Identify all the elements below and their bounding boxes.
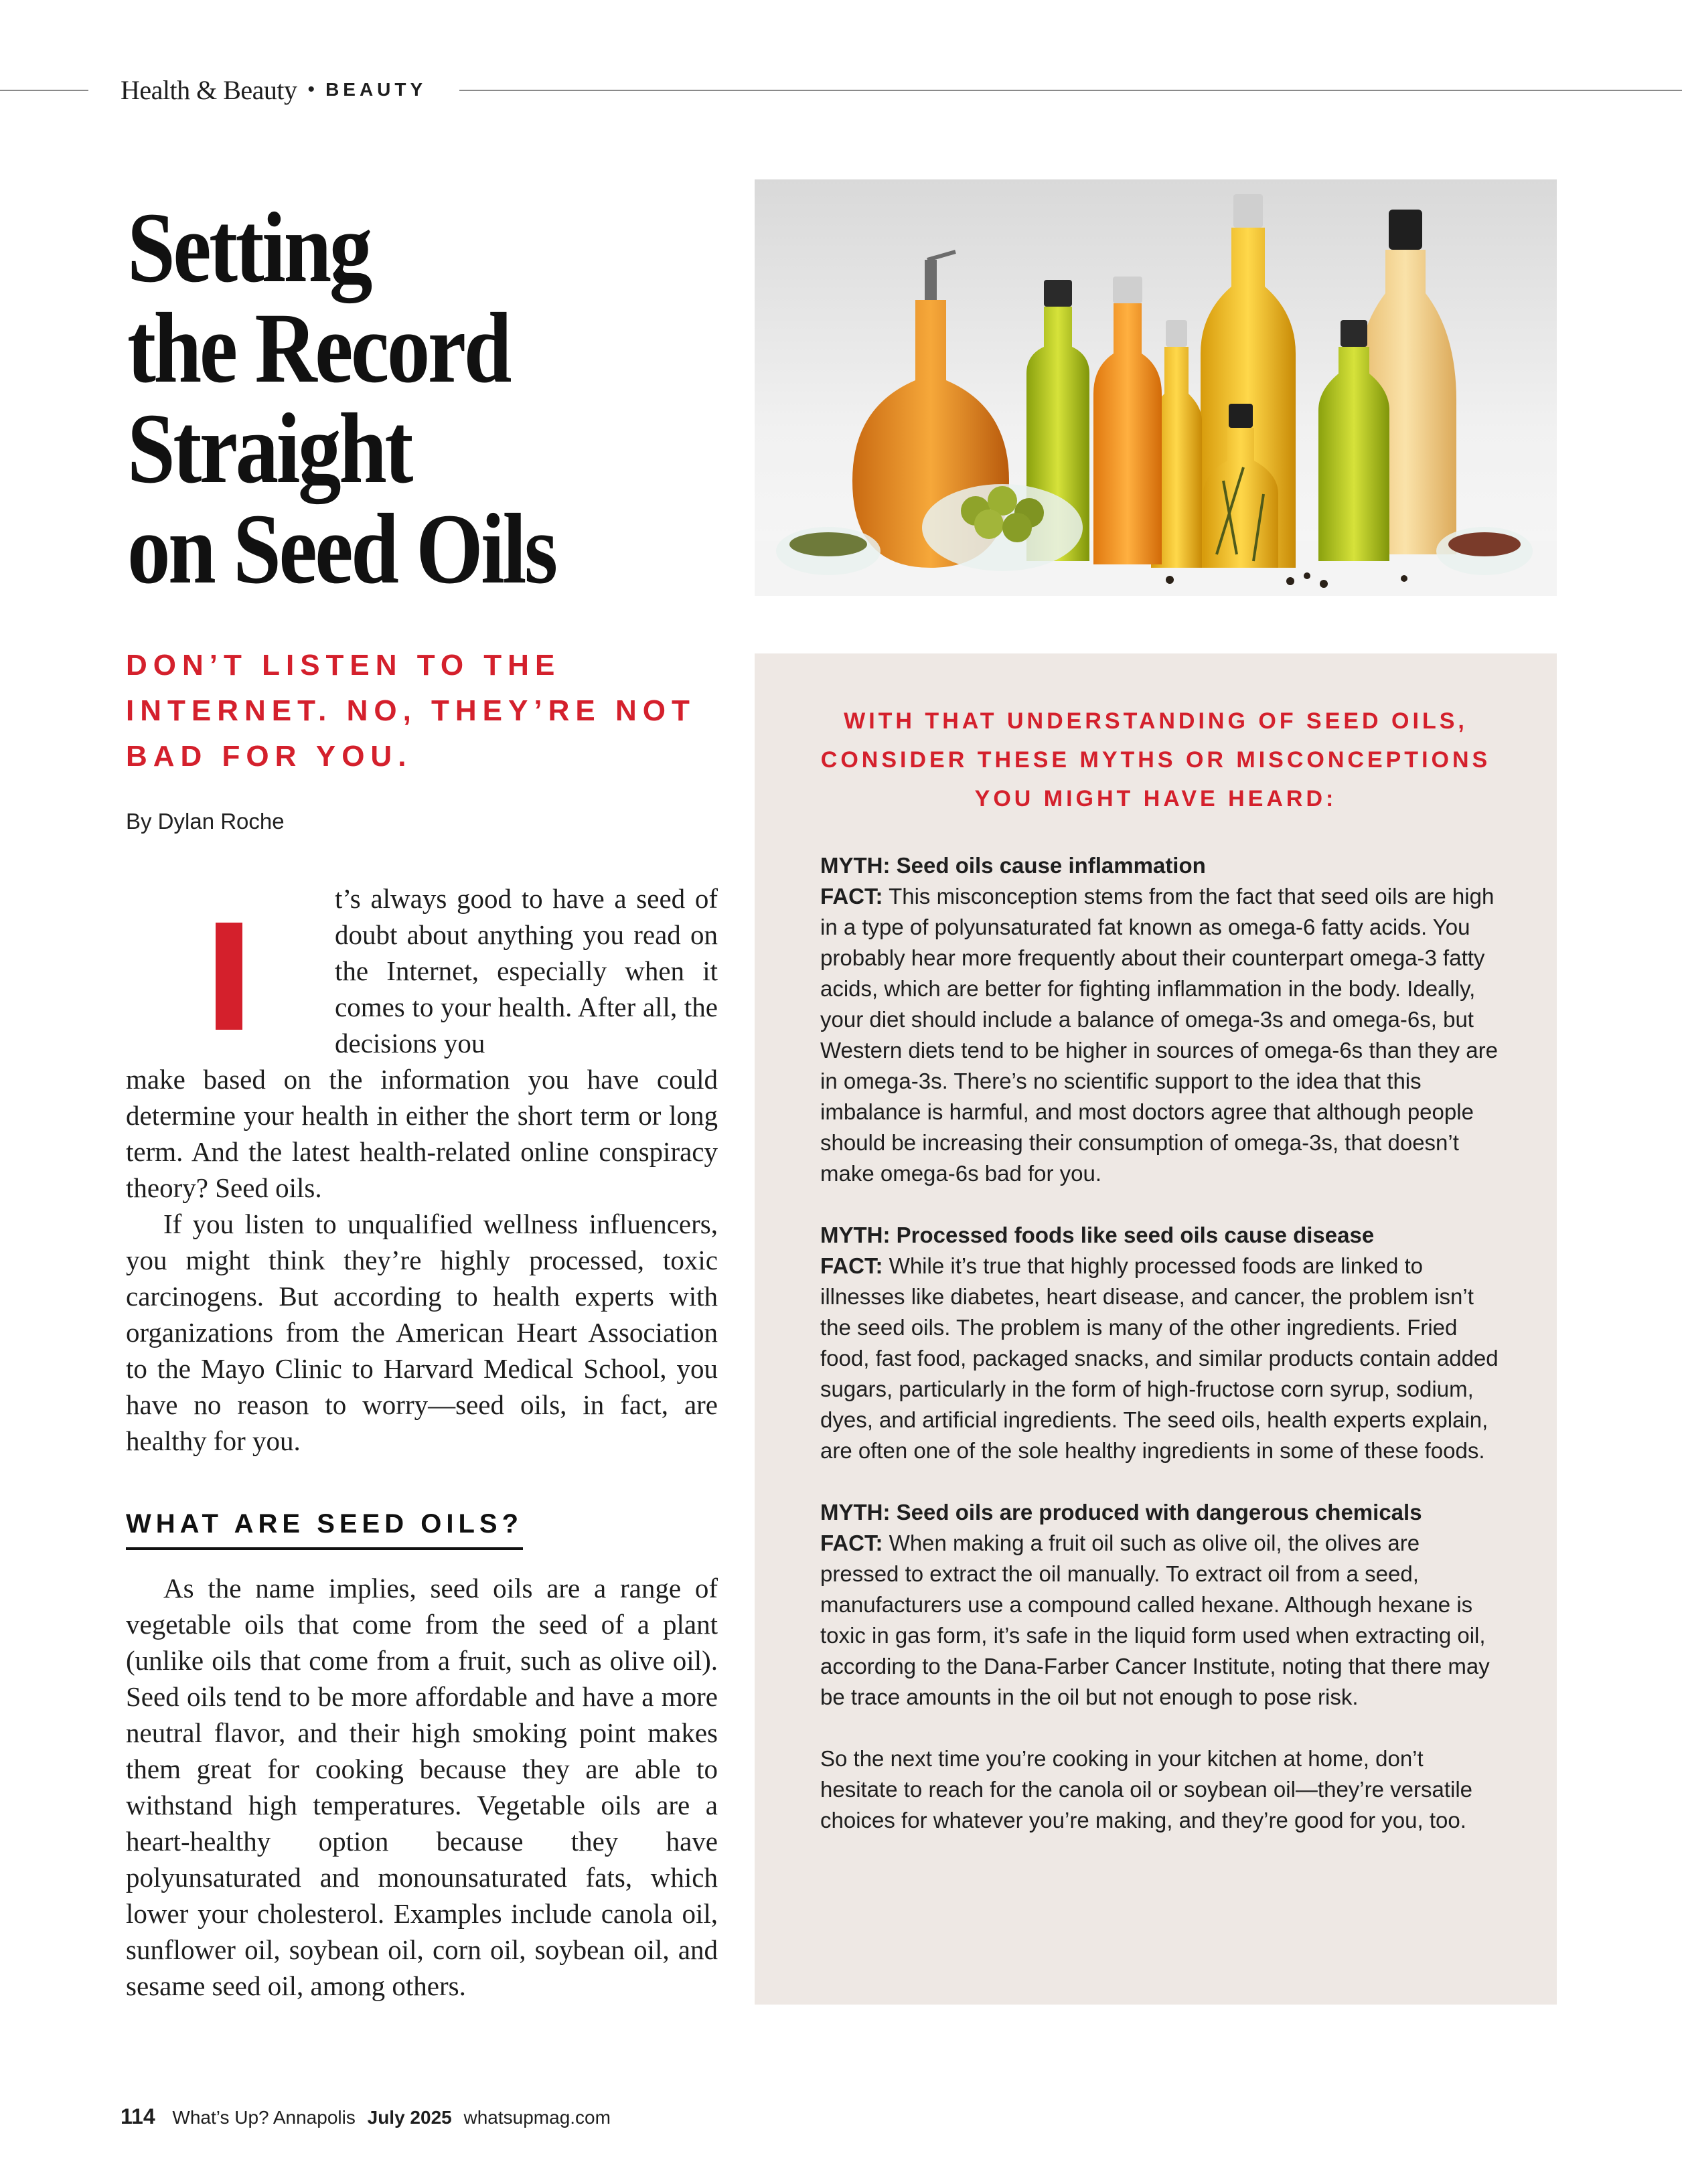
- sidebar-body: [820, 850, 1503, 1836]
- section-name: Health & Beauty: [121, 74, 297, 105]
- issue-date: July 2025: [367, 2107, 452, 2128]
- section-separator: •: [307, 78, 315, 100]
- fact-label: FACT:: [820, 1253, 883, 1278]
- byline: By Dylan Roche: [126, 809, 285, 834]
- subsection-name: BEAUTY: [325, 79, 427, 100]
- myth-item: [820, 1497, 1503, 1713]
- intro-paragraph-2: If you listen to unqualified wellness influencers, you might think they’re highly processed, toxic carcinogens. But according to health experts with organizations from the American Heart Association to the Mayo Clinic to Harvard Medical School, you have no reason to worry—seed oils, in fact, are healthy for you.: [126, 1208, 718, 1456]
- page-number: 114: [121, 2104, 155, 2128]
- myth-item: [820, 850, 1503, 1189]
- fact-text: When making a fruit oil such as olive oil, the olives are pressed to extract the oil manually. To extract oil from a seed, manufacturers use a compound called hexane. Although hexane is toxic in gas form, it’s safe in the liquid form used when extracting oil, according to the Dana-Farber Cancer Institute, noting that there may be trace amounts in the oil but not enough to pose risk.: [820, 1531, 1490, 1709]
- header-rule-left: [0, 90, 88, 91]
- seed-oils-paragraph: As the name implies, seed oils are a range of vegetable oils that come from the seed of a plant (unlike oils that come from a fruit, such as olive oil). Seed oils tend to be more affordable and have a more neutral flavor, and their high smoking point makes them great for cooking because they are able to withstand high temperatures. Vegetable oils are a heart-healthy option because they have polyunsaturated and monounsaturated fats, which lower your cholesterol. Examples include canola oil, sunflower oil, soybean oil, corn oil, soybean oil, and sesame seed oil, among others.: [126, 1573, 718, 2001]
- oil-bottles-photo: [755, 179, 1557, 596]
- page-footer: [121, 2104, 611, 2129]
- title-line: on Seed Oils: [127, 493, 556, 605]
- fact-label: FACT:: [820, 884, 883, 909]
- myth-title: MYTH: Seed oils are produced with dangerous chemicals: [820, 1500, 1422, 1525]
- myth-title: MYTH: Processed foods like seed oils cause disease: [820, 1223, 1375, 1247]
- article-title: [127, 192, 645, 605]
- article-dek: DON’T LISTEN TO THE INTERNET. NO, THEY’RE NOT BAD FOR YOU.: [126, 649, 696, 773]
- title-line: Setting: [127, 192, 370, 303]
- sidebar-closing: So the next time you’re cooking in your kitchen at home, don’t hesitate to reach for the canola oil or soybean oil—they’re versatile choices for whatever you’re making, and they’re good for you, too.: [820, 1746, 1473, 1832]
- myth-title: MYTH: Seed oils cause inflammation: [820, 853, 1206, 878]
- title-line: the Record: [127, 293, 510, 404]
- drop-cap-i: [216, 923, 242, 1030]
- title-line: Straight: [127, 393, 411, 504]
- sidebar-heading: WITH THAT UNDERSTANDING OF SEED OILS, CONSIDER THESE MYTHS OR MISCONCEPTIONS YOU MIGHT HAVE HEARD:: [820, 708, 1491, 811]
- fact-text: While it’s true that highly processed foods are linked to illnesses like diabetes, heart disease, and cancer, the problem isn’t the seed oils. The problem is many of the other ingredients. Fried food, fast food, packaged snacks, and similar products contain added sugars, particularly in the form of high-fructose corn syrup, sodium, dyes, and artificial ingredients. The seed oils, health experts explain, are often one of the sole healthy ingredients in some of these foods.: [820, 1253, 1499, 1463]
- header-rule-right: [459, 90, 1682, 91]
- myth-item: [820, 1220, 1503, 1466]
- oil-bottles-illustration: [755, 179, 1557, 596]
- intro-paragraph-continued: make based on the information you have could determine your health in either the short term or long term. And the latest health-related online conspiracy theory? Seed oils.: [126, 1064, 718, 1203]
- fact-label: FACT:: [820, 1531, 883, 1555]
- intro-paragraph-start: t’s always good to have a seed of doubt about anything you read on the Internet, especially when it comes to your health. After all, the decisions you: [335, 883, 718, 1059]
- fact-text: This misconception stems from the fact that seed oils are high in a type of polyunsaturated fat known as omega-6 fatty acids. You probably hear more frequently about their counterpart omega-3 fatty acids, which are better for fighting inflammation in the body. Ideally, your diet should include a balance of omega-3s and omega-6s, but Western diets tend to be higher in sources of omega-6s than they are in omega-3s. There’s no scientific support to the idea that this imbalance is harmful, and most doctors agree that although people should be increasing their consumption of omega-3s, that doesn’t make omega-6s bad for you.: [820, 884, 1498, 1186]
- running-head: [121, 70, 427, 110]
- section-subhead: WHAT ARE SEED OILS?: [126, 1509, 523, 1550]
- website-link[interactable]: whatsupmag.com: [463, 2107, 611, 2128]
- publication-name: What’s Up? Annapolis: [172, 2107, 356, 2128]
